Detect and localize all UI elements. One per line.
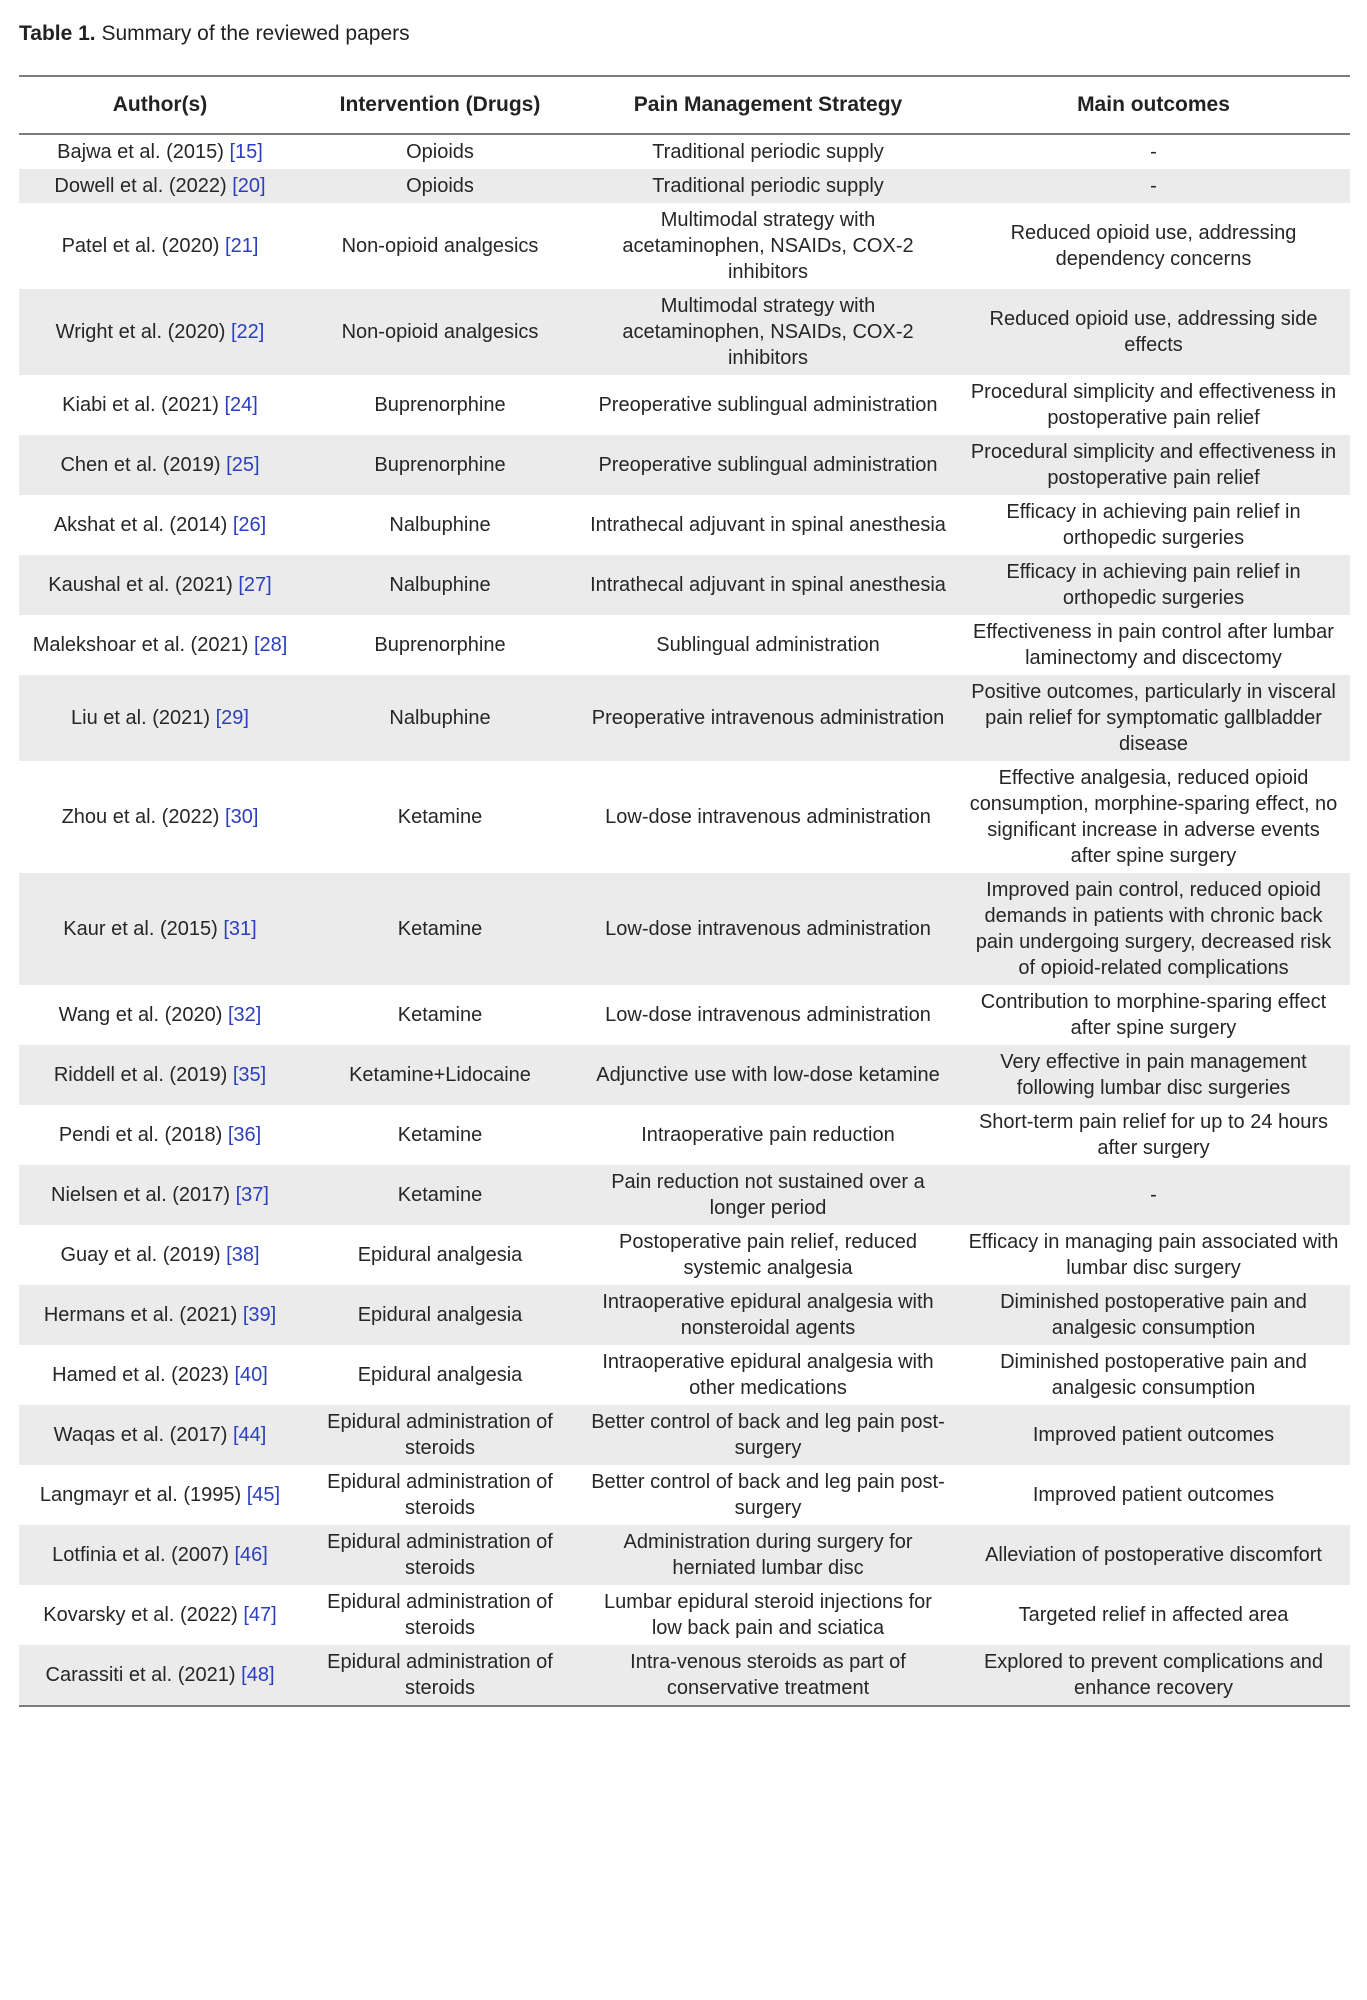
cell-intervention: Epidural analgesia [301,1285,579,1345]
table-row [19,1105,1350,1165]
cell-strategy: Low-dose intravenous administration [605,806,931,828]
cell-strategy: Better control of back and leg pain post-surgery [591,1471,945,1519]
citation-link[interactable]: [36] [227,1124,262,1146]
cell-intervention: Ketamine [301,1165,579,1225]
cell-author [19,1225,301,1285]
table-row [19,203,1350,289]
cell-strategy: Low-dose intravenous administration [605,1004,931,1026]
cell-outcome: Very effective in pain management following lumbar disc surgeries [957,1045,1350,1105]
cell-outcome: Improved patient outcomes [957,1405,1350,1465]
cell-strategy: Traditional periodic supply [579,169,957,203]
cell-outcome: - [957,169,1350,203]
table-row [19,495,1350,555]
author-name: Dowell et al. (2022) [54,175,227,197]
cell-intervention: Ketamine [397,1004,483,1026]
table-row [19,761,1350,873]
citation-link[interactable]: [38] [226,1244,260,1266]
author-name: Wright et al. (2020) [55,321,226,343]
citation-link[interactable]: [48] [241,1664,275,1686]
cell-strategy: Better control of back and leg pain post-surgery [579,1405,957,1465]
cell-author [19,555,301,615]
citation-link[interactable]: [24] [224,394,258,416]
cell-strategy: Administration during surgery for herniated lumbar disc [579,1525,957,1585]
header-intervention: Intervention (Drugs) [301,76,579,134]
author-name: Guay et al. (2019) [60,1244,221,1266]
cell-author [19,1045,301,1105]
citation-link[interactable]: [31] [223,918,257,940]
cell-strategy: Intraoperative pain reduction [641,1124,895,1146]
table-row [19,555,1350,615]
cell-outcome: - [1150,141,1157,163]
cell-outcome: Efficacy in achieving pain relief in orthopedic surgeries [957,555,1350,615]
author-name: Pendi et al. (2018) [58,1124,223,1146]
cell-intervention: Ketamine+Lidocaine [301,1045,579,1105]
author-name: Langmayr et al. (1995) [39,1484,242,1506]
author-name: Patel et al. (2020) [61,235,220,257]
author-name: Chen et al. (2019) [60,454,221,476]
citation-link[interactable]: [44] [233,1424,267,1446]
cell-intervention: Epidural administration of steroids [301,1405,579,1465]
table-row [19,435,1350,495]
cell-outcome: Positive outcomes, particularly in visceral pain relief for symptomatic gallbladder disease [957,675,1350,761]
author-name: Hermans et al. (2021) [43,1304,238,1326]
cell-intervention: Opioids [301,169,579,203]
author-name: Liu et al. (2021) [71,707,211,729]
header-author: Author(s) [19,76,301,134]
cell-author [19,1645,301,1706]
citation-link[interactable]: [30] [225,806,259,828]
cell-strategy: Preoperative intravenous administration [579,675,957,761]
cell-outcome: Reduced opioid use, addressing dependency concerns [1010,222,1297,270]
cell-intervention: Opioids [406,141,474,163]
table-row [19,1585,1350,1645]
author-name: Zhou et al. (2022) [61,806,220,828]
table-row [19,1165,1350,1225]
author-name: Bajwa et al. (2015) [57,141,224,163]
citation-link[interactable]: [40] [234,1364,268,1386]
header-outcomes: Main outcomes [957,76,1350,134]
table-row [19,985,1350,1045]
cell-strategy: Intrathecal adjuvant in spinal anesthesia [579,555,957,615]
table-row [19,169,1350,203]
cell-outcome: Explored to prevent complications and enhance recovery [957,1645,1350,1706]
table-row [19,1525,1350,1585]
citation-link[interactable]: [37] [235,1184,269,1206]
cell-intervention: Non-opioid analgesics [301,289,579,375]
cell-author [19,675,301,761]
citation-link[interactable]: [46] [234,1544,268,1566]
cell-outcome: Short-term pain relief for up to 24 hours after surgery [978,1111,1329,1159]
cell-author [19,203,301,289]
table-row [19,289,1350,375]
cell-intervention: Epidural administration of steroids [327,1591,553,1639]
cell-author [19,289,301,375]
cell-outcome: Targeted relief in affected area [1018,1604,1289,1626]
table-row [19,1345,1350,1405]
citation-link[interactable]: [45] [246,1484,281,1506]
cell-strategy: Multimodal strategy with acetaminophen, NSAIDs, COX-2 inhibitors [579,289,957,375]
cell-author [19,1525,301,1585]
citation-link[interactable]: [35] [232,1064,267,1086]
cell-strategy: Preoperative sublingual administration [579,435,957,495]
table-row [19,1465,1350,1525]
cell-intervention: Epidural administration of steroids [301,1525,579,1585]
author-name: Malekshoar et al. (2021) [32,634,249,656]
citation-link[interactable]: [25] [226,454,260,476]
cell-strategy: Pain reduction not sustained over a longer period [579,1165,957,1225]
cell-author [19,1465,301,1525]
table-row [19,134,1350,169]
cell-intervention: Epidural administration of steroids [301,1645,579,1706]
author-name: Carassiti et al. (2021) [45,1664,236,1686]
cell-strategy: Low-dose intravenous administration [579,873,957,985]
cell-strategy: Traditional periodic supply [652,141,884,163]
citation-link[interactable]: [20] [232,175,266,197]
author-name: Kovarsky et al. (2022) [43,1604,238,1626]
table-row [19,1645,1350,1706]
cell-strategy: Intrathecal adjuvant in spinal anesthesia [590,514,946,536]
table-row [19,1225,1350,1285]
table-header [19,76,1350,134]
cell-outcome: Contribution to morphine-sparing effect after spine surgery [980,991,1327,1039]
table-row [19,375,1350,435]
cell-author [19,435,301,495]
citation-link[interactable]: [29] [215,707,249,729]
cell-intervention: Nalbuphine [301,555,579,615]
cell-intervention: Buprenorphine [374,394,506,416]
cell-author [19,1405,301,1465]
cell-intervention: Epidural administration of steroids [327,1471,553,1519]
author-name: Wang et al. (2020) [58,1004,223,1026]
author-name: Kaur et al. (2015) [63,918,218,940]
cell-author [19,1105,301,1165]
citation-link[interactable]: [32] [228,1004,262,1026]
cell-strategy: Intraoperative epidural analgesia with nonsteroidal agents [579,1285,957,1345]
cell-outcome: Improved patient outcomes [1032,1484,1275,1506]
table-row [19,1405,1350,1465]
caption-label: Table 1. [19,22,96,45]
cell-intervention: Ketamine [397,806,483,828]
table-body [19,134,1350,1706]
author-name: Kaushal et al. (2021) [48,574,233,596]
cell-intervention: Nalbuphine [389,514,491,536]
cell-outcome: Effectiveness in pain control after lumbar laminectomy and discectomy [973,621,1334,669]
cell-strategy: Lumbar epidural steroid injections for low back pain and sciatica [604,1591,932,1639]
cell-intervention: Non-opioid analgesics [341,235,539,257]
citation-link[interactable]: [26] [232,514,267,536]
author-name: Lotfinia et al. (2007) [52,1544,229,1566]
cell-author [19,169,301,203]
author-name: Kiabi et al. (2021) [62,394,219,416]
cell-author [19,1345,301,1405]
citation-link[interactable]: [21] [225,235,259,257]
citation-link[interactable]: [27] [238,574,272,596]
cell-strategy: Multimodal strategy with acetaminophen, NSAIDs, COX-2 inhibitors [622,209,914,283]
cell-intervention: Buprenorphine [374,634,506,656]
cell-author [19,495,301,555]
cell-strategy: Postoperative pain relief, reduced systemic analgesia [619,1231,917,1279]
cell-outcome: Effective analgesia, reduced opioid consumption, morphine-sparing effect, no significant increase in adverse events after spine surgery [969,767,1338,867]
table-row [19,873,1350,985]
author-name: Akshat et al. (2014) [53,514,228,536]
author-name: Riddell et al. (2019) [53,1064,228,1086]
cell-author [19,761,301,873]
table-row [19,1285,1350,1345]
cell-outcome: Diminished postoperative pain and analgesic consumption [957,1285,1350,1345]
cell-author [19,1285,301,1345]
table-row [19,1045,1350,1105]
cell-author [19,615,301,675]
table-caption [19,22,410,46]
cell-outcome: Improved pain control, reduced opioid demands in patients with chronic back pain undergoing surgery, decreased risk of opioid-related complications [957,873,1350,985]
author-name: Hamed et al. (2023) [52,1364,229,1386]
cell-outcome: Procedural simplicity and effectiveness in postoperative pain relief [957,435,1350,495]
table-row [19,675,1350,761]
author-name: Nielsen et al. (2017) [51,1184,231,1206]
cell-author [19,134,301,169]
cell-author [19,375,301,435]
cell-intervention: Ketamine [301,873,579,985]
cell-outcome: - [957,1165,1350,1225]
cell-outcome: Diminished postoperative pain and analgesic consumption [1000,1351,1307,1399]
citation-link[interactable]: [39] [242,1304,277,1326]
table-row [19,615,1350,675]
summary-table [19,75,1350,1707]
cell-outcome: Procedural simplicity and effectiveness in postoperative pain relief [970,381,1337,429]
cell-outcome: Reduced opioid use, addressing side effects [957,289,1350,375]
caption-text: Summary of the reviewed papers [101,22,410,45]
citation-link[interactable]: [15] [229,141,263,163]
header-row [19,76,1350,134]
author-name: Waqas et al. (2017) [53,1424,228,1446]
cell-outcome: Efficacy in achieving pain relief in orthopedic surgeries [1006,501,1301,549]
cell-outcome: Alleviation of postoperative discomfort [957,1525,1350,1585]
header-strategy: Pain Management Strategy [579,76,957,134]
cell-author [19,873,301,985]
cell-strategy: Sublingual administration [656,634,880,656]
cell-strategy: Intraoperative epidural analgesia with other medications [602,1351,934,1399]
cell-outcome: Efficacy in managing pain associated with lumbar disc surgery [968,1231,1339,1279]
cell-intervention: Epidural analgesia [357,1244,523,1266]
cell-intervention: Epidural analgesia [357,1364,523,1386]
cell-intervention: Buprenorphine [301,435,579,495]
citation-link[interactable]: [47] [243,1604,277,1626]
cell-intervention: Ketamine [397,1124,483,1146]
cell-strategy: Preoperative sublingual administration [598,394,938,416]
cell-author [19,985,301,1045]
citation-link[interactable]: [28] [253,634,288,656]
cell-strategy: Intra-venous steroids as part of conservative treatment [579,1645,957,1706]
cell-strategy: Adjunctive use with low-dose ketamine [579,1045,957,1105]
cell-author [19,1165,301,1225]
citation-link[interactable]: [22] [230,321,265,343]
cell-intervention: Nalbuphine [301,675,579,761]
cell-author [19,1585,301,1645]
